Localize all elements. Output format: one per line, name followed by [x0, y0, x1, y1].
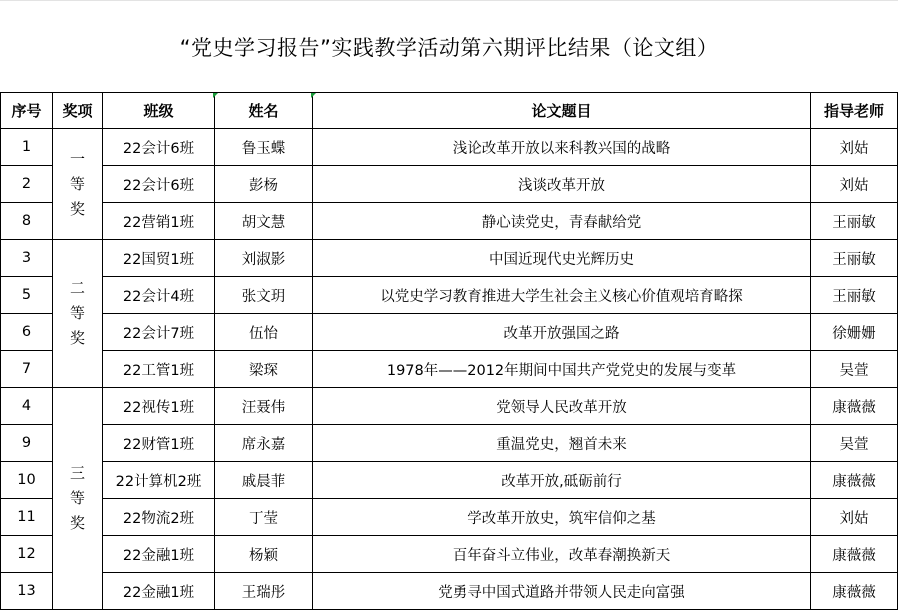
row-topic: 静心读党史，青春献给党: [313, 203, 811, 240]
row-teacher: 王丽敏: [811, 203, 898, 240]
row-teacher: 徐姗姗: [811, 314, 898, 351]
row-class: 22会计7班: [103, 314, 215, 351]
row-no: 4: [1, 388, 53, 425]
table-row: [1, 462, 898, 499]
row-teacher: 吴萱: [811, 351, 898, 388]
award-char: 等: [69, 489, 85, 507]
table-row: [1, 573, 898, 610]
row-class: 22金融1班: [103, 536, 215, 573]
cell-comment-marker: [311, 93, 316, 98]
header-teacher: 指导老师: [811, 93, 898, 129]
table-row: [1, 277, 898, 314]
row-topic: 以党史学习教育推进大学生社会主义核心价值观培育略探: [313, 277, 811, 314]
row-name: 张文玥: [215, 277, 313, 314]
row-teacher: 王丽敏: [811, 277, 898, 314]
row-no: 12: [1, 536, 53, 573]
award-second: [53, 240, 103, 388]
row-name: 伍怡: [215, 314, 313, 351]
results-table: [0, 92, 898, 610]
row-class: 22会计6班: [103, 166, 215, 203]
row-teacher: 康薇薇: [811, 536, 898, 573]
award-char: 奖: [69, 514, 85, 532]
row-class: 22计算机2班: [103, 462, 215, 499]
award-char: 奖: [69, 199, 85, 218]
row-no: 5: [1, 277, 53, 314]
row-teacher: 康薇薇: [811, 388, 898, 425]
table-row: [1, 351, 898, 388]
header-class: 班级: [103, 93, 215, 129]
row-name: 杨颖: [215, 536, 313, 573]
header-name: 姓名: [215, 93, 313, 129]
row-class: 22财管1班: [103, 425, 215, 462]
row-no: 7: [1, 351, 53, 388]
row-no: 13: [1, 573, 53, 610]
row-name: 戚晨菲: [215, 462, 313, 499]
row-teacher: 刘姑: [811, 166, 898, 203]
row-name: 梁琛: [215, 351, 313, 388]
row-no: 2: [1, 166, 53, 203]
award-char: 等: [69, 304, 85, 322]
award-char: 二: [69, 279, 85, 297]
row-class: 22金融1班: [103, 573, 215, 610]
row-topic: 中国近现代史光辉历史: [313, 240, 811, 277]
header-row: [1, 93, 898, 129]
row-class: 22会计6班: [103, 129, 215, 166]
table-row: [1, 425, 898, 462]
award-char: 一: [69, 149, 85, 168]
award-char: 等: [69, 174, 85, 193]
row-no: 6: [1, 314, 53, 351]
row-teacher: 刘姑: [811, 129, 898, 166]
row-name: 鲁玉蝶: [215, 129, 313, 166]
table-row: [1, 388, 898, 425]
row-topic: 改革开放强国之路: [313, 314, 811, 351]
row-teacher: 康薇薇: [811, 462, 898, 499]
row-class: 22会计4班: [103, 277, 215, 314]
row-topic: 百年奋斗立伟业，改革春潮换新天: [313, 536, 811, 573]
row-topic: 党领导人民改革开放: [313, 388, 811, 425]
row-class: 22物流2班: [103, 499, 215, 536]
award-char: 三: [69, 464, 85, 482]
row-class: 22视传1班: [103, 388, 215, 425]
row-teacher: 吴萱: [811, 425, 898, 462]
row-topic: 党勇寻中国式道路并带领人民走向富强: [313, 573, 811, 610]
award-first: [53, 129, 103, 240]
row-topic: 浅谈改革开放: [313, 166, 811, 203]
row-name: 彭杨: [215, 166, 313, 203]
row-name: 席永嘉: [215, 425, 313, 462]
header-award: 奖项: [53, 93, 103, 129]
row-topic: 1978年——2012年期间中国共产党党史的发展与变革: [313, 351, 811, 388]
row-no: 9: [1, 425, 53, 462]
row-no: 11: [1, 499, 53, 536]
header-no: 序号: [1, 93, 53, 129]
award-char: 奖: [69, 329, 85, 347]
award-third: [53, 388, 103, 610]
row-name: 王瑞彤: [215, 573, 313, 610]
row-teacher: 刘姑: [811, 499, 898, 536]
row-no: 10: [1, 462, 53, 499]
row-teacher: 康薇薇: [811, 573, 898, 610]
table-row: [1, 129, 898, 166]
row-name: 汪聂伟: [215, 388, 313, 425]
header-topic: 论文题目: [313, 93, 811, 129]
row-name: 丁莹: [215, 499, 313, 536]
table-row: [1, 536, 898, 573]
table-row: [1, 240, 898, 277]
row-no: 8: [1, 203, 53, 240]
row-no: 3: [1, 240, 53, 277]
cell-comment-marker: [213, 93, 218, 98]
row-topic: 浅论改革开放以来科教兴国的战略: [313, 129, 811, 166]
row-topic: 学改革开放史，筑牢信仰之基: [313, 499, 811, 536]
table-row: [1, 166, 898, 203]
table-row: [1, 314, 898, 351]
row-name: 刘淑影: [215, 240, 313, 277]
row-class: 22工管1班: [103, 351, 215, 388]
table-row: [1, 499, 898, 536]
table-row: [1, 203, 898, 240]
row-teacher: 王丽敏: [811, 240, 898, 277]
row-topic: 重温党史，翘首未来: [313, 425, 811, 462]
row-topic: 改革开放,砥砺前行: [313, 462, 811, 499]
row-name: 胡文慧: [215, 203, 313, 240]
page-title: “党史学习报告”实践教学活动第六期评比结果（论文组）: [0, 0, 898, 93]
row-class: 22营销1班: [103, 203, 215, 240]
row-no: 1: [1, 129, 53, 166]
row-class: 22国贸1班: [103, 240, 215, 277]
